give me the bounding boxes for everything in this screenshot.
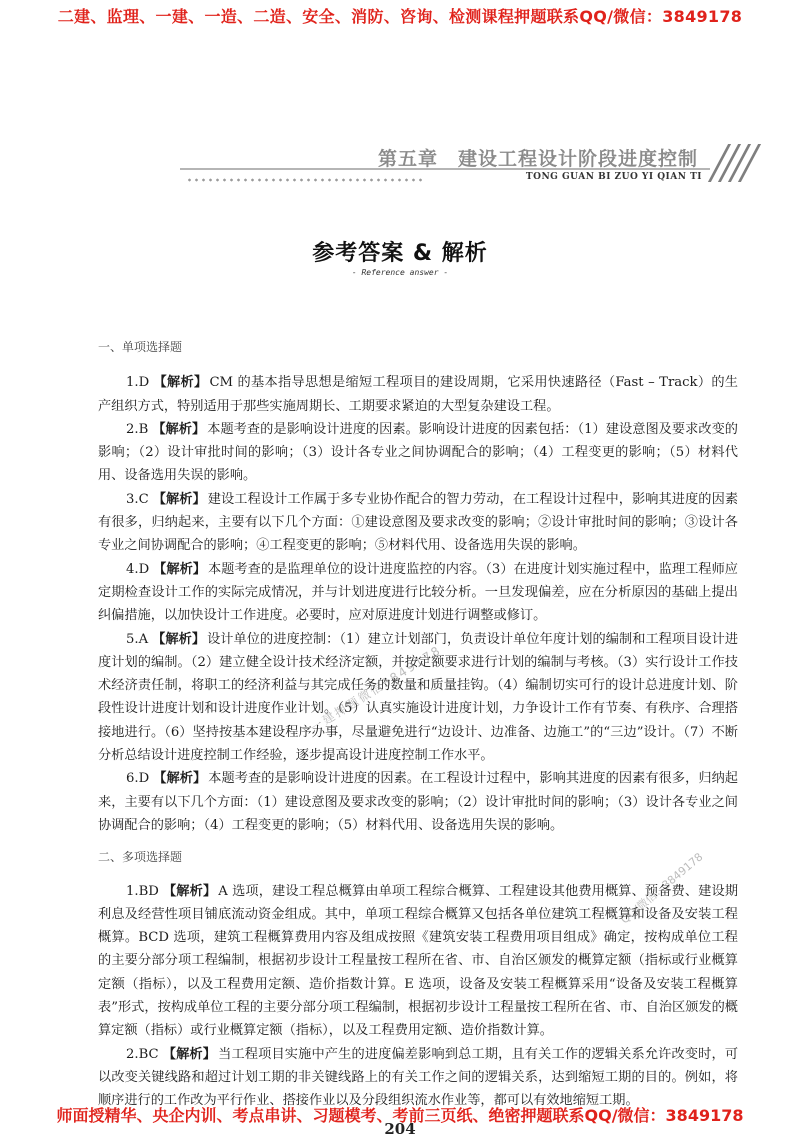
- top-promo-banner: 二建、监理、一建、一造、二造、安全、消防、咨询、检测课程押题联系QQ/微信：3849178: [57, 7, 743, 26]
- answer-item: [98, 488, 738, 558]
- answer-number: 1.D: [126, 375, 150, 391]
- analysis-text: 本题考查的是影响设计进度的因素。影响设计进度的因素包括：（1）建设意图及要求改变的影响；（2）设计审批时间的影响；（3）设计各专业之间协调配合的影响；（4）工程变更的影响；（5）材料代用、设备选用失误的影响。: [98, 421, 738, 484]
- analysis-text: 本题考查的是监理单位的设计进度监控的内容。（3）在进度计划实施过程中，监理工程师应定期检查设计工作的实际完成情况，并与计划进度进行比较分析。一旦发现偏差，应在分析原因的基础上提出纠偏措施，以加快设计工作进度。必要时，应对原进度计划进行调整或修订。: [98, 561, 738, 624]
- analysis-tag: 【解析】: [152, 491, 206, 507]
- chapter-subtitle: TONG GUAN BI ZUO YI QIAN TI: [525, 172, 702, 182]
- watermark-text: 一建押题微信3849178: [308, 642, 444, 735]
- answer-item: [98, 558, 738, 628]
- analysis-tag: 【解析】: [152, 631, 206, 647]
- slash-decoration: [708, 140, 768, 186]
- answer-number: 1.BD: [126, 883, 159, 899]
- analysis-tag: 【解析】: [153, 561, 206, 577]
- answer-item: [98, 880, 738, 1043]
- answer-content: [98, 336, 738, 1113]
- answer-item: [98, 371, 738, 418]
- analysis-text: 建设工程设计工作属于多专业协作配合的智力劳动，在工程设计过程中，影响其进度的因素有很多，归纳起来，主要有以下几个方面：①建设意图及要求改变的影响；②设计审批时间的影响；③设计各专业之间协调配合的影响；④工程变更的影响；⑤材料代用、设备选用失误的影响。: [98, 491, 739, 554]
- analysis-tag: 【解析】: [152, 421, 206, 437]
- chapter-title: 第五章 建设工程设计阶段进度控制: [377, 148, 698, 170]
- answer-number: 4.D: [126, 561, 150, 577]
- answer-number: 2.B: [126, 421, 149, 437]
- answer-number: 5.A: [126, 631, 149, 647]
- bottom-promo-banner: 师面授精华、央企内训、考点串讲、习题模考、考前三页纸、绝密押题联系QQ/微信：3849178: [56, 1106, 744, 1125]
- analysis-text: A 选项，建设工程总概算由单项工程综合概算、工程建设其他费用概算、预备费、建设期利息及经营性项目铺底流动资金组成。其中，单项工程综合概算又包括各单位建筑工程概算和设备及安装工程概算。BCD 选项，建筑工程概算费用内容及组成按照《建筑安装工程费用项目组成》确定，按构成单位工程的主要分部分项工程编制，根据初步设计工程量按工程所在省、市、自治区颁发的概算定额（指标或行业概算定额（指标），以及工程费用定额、造价指数计算。E 选项，设备及安装工程概算采用“设备及安装工程概算表”形式，按构成单位工程的主要分部分项工程编制，根据初步设计工程量按工程所在省、市、自治区颁发的概算定额（指标）或行业概算定额（指标），以及工程费用定额、造价指数计算。: [98, 883, 739, 1039]
- page-number: 204: [384, 1120, 416, 1138]
- analysis-text: 设计单位的进度控制：（1）建立计划部门，负责设计单位年度计划的编制和工程项目设计进度计划的编制。（2）建立健全设计技术经济定额，并按定额要求进行计划的编制与考核。（3）实行设计工作技术经济责任制，将职工的经济利益与其完成任务的数量和质量挂钩。（4）编制切实可行的设计总进度计划、阶段性设计进度计划和设计进度作业计划。（5）认真实施设计进度计划，力争设计工作有节奏、有秩序、合理搭接地进行。（6）坚持按基本建设程序办事，尽量避免进行“边设计、边准备、边施工”的“三边”设计。（7）不断分析总结设计进度控制工作经验，逐步提高设计进度控制工作水平。: [98, 631, 739, 764]
- answer-item: [98, 628, 738, 768]
- analysis-text: 当工程项目实施中产生的进度偏差影响到总工期，且有关工作的逻辑关系允许改变时，可以改变关键线路和超过计划工期的非关键线路上的有关工作之间的逻辑关系，达到缩短工期的目的。例如，将顺序进行的工作改为平行作业、搭接作业以及分段组织流水作业等，都可以有效地缩短工期。: [98, 1046, 739, 1109]
- analysis-tag: 【解析】: [153, 771, 207, 787]
- analysis-text: CM 的基本指导思想是缩短工程项目的建设周期，它采用快速路径（Fast – Track）的生产组织方式，特别适用于那些实施周期长、工期要求紧迫的大型复杂建设工程。: [98, 375, 738, 414]
- analysis-tag: 【解析】: [153, 375, 208, 391]
- analysis-tag: 【解析】: [162, 883, 217, 899]
- section-title-single-choice: 一、单项选择题: [98, 340, 183, 354]
- answer-item: [98, 418, 738, 488]
- section-title-multiple-choice: 二、多项选择题: [98, 850, 183, 865]
- analysis-tag: 【解析】: [162, 1046, 217, 1062]
- header-dots: [186, 178, 426, 182]
- chapter-header: [180, 140, 780, 190]
- answer-item: [98, 767, 738, 837]
- answer-number: 2.BC: [126, 1046, 159, 1062]
- answer-number: 3.C: [126, 491, 149, 507]
- page-title: 参考答案 & 解析: [312, 241, 488, 266]
- page-subtitle: - Reference answer -: [351, 268, 449, 277]
- watermark-text: QQ/微信：3849178: [618, 850, 706, 927]
- answer-number: 6.D: [126, 771, 150, 787]
- analysis-text: 本题考查的是影响设计进度的因素。在工程设计过程中，影响其进度的因素有很多，归纳起来，主要有以下几个方面：（1）建设意图及要求改变的影响；（2）设计审批时间的影响；（3）设计各专业之间协调配合的影响；（4）工程变更的影响；（5）材料代用、设备选用失误的影响。: [98, 771, 738, 833]
